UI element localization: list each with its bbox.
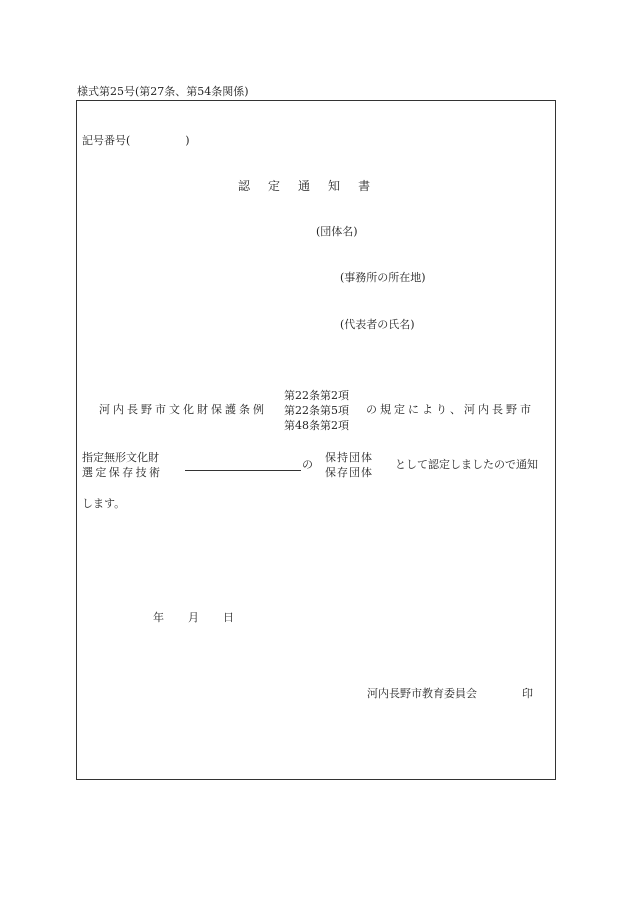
designation-type: 選定保存技術 xyxy=(82,466,163,479)
conclusion-text: として認定しましたので通知 xyxy=(395,458,538,471)
heading-char: 書 xyxy=(358,179,373,193)
organization-name: (団体名) xyxy=(316,225,358,238)
article-item: 第22条第5項 xyxy=(284,404,349,417)
article-item: 第22条第2項 xyxy=(284,389,349,402)
date-day: 日 xyxy=(223,611,234,624)
heading-char: 通 xyxy=(298,179,313,193)
heading-char: 定 xyxy=(268,179,283,193)
blank-fill-line xyxy=(185,470,301,471)
group-type: 保存団体 xyxy=(325,466,373,479)
document-frame xyxy=(76,100,556,780)
date-month: 月 xyxy=(188,611,199,624)
heading-char: 認 xyxy=(238,179,253,193)
group-type: 保持団体 xyxy=(325,451,373,464)
representative-name: (代表者の氏名) xyxy=(340,318,415,331)
date-year: 年 xyxy=(153,611,164,624)
record-number: 記号番号( ) xyxy=(82,134,190,147)
seal-mark: 印 xyxy=(522,687,533,700)
conclusion-text-end: します。 xyxy=(82,497,126,510)
article-item: 第48条第2項 xyxy=(284,419,349,432)
designation-type: 指定無形文化財 xyxy=(82,451,159,464)
date-line xyxy=(153,612,258,623)
heading-char: 知 xyxy=(328,179,343,193)
ordinance-name: 河内長野市文化財保護条例 xyxy=(99,403,267,416)
document-heading xyxy=(238,180,388,192)
provision-text: の規定により、河内長野市 xyxy=(366,403,534,416)
issuer-name: 河内長野市教育委員会 xyxy=(367,687,477,700)
form-number: 様式第25号(第27条、第54条関係) xyxy=(77,85,249,98)
article-list xyxy=(284,388,349,433)
office-address: (事務所の所在地) xyxy=(340,271,426,284)
particle-no: の xyxy=(302,458,313,471)
